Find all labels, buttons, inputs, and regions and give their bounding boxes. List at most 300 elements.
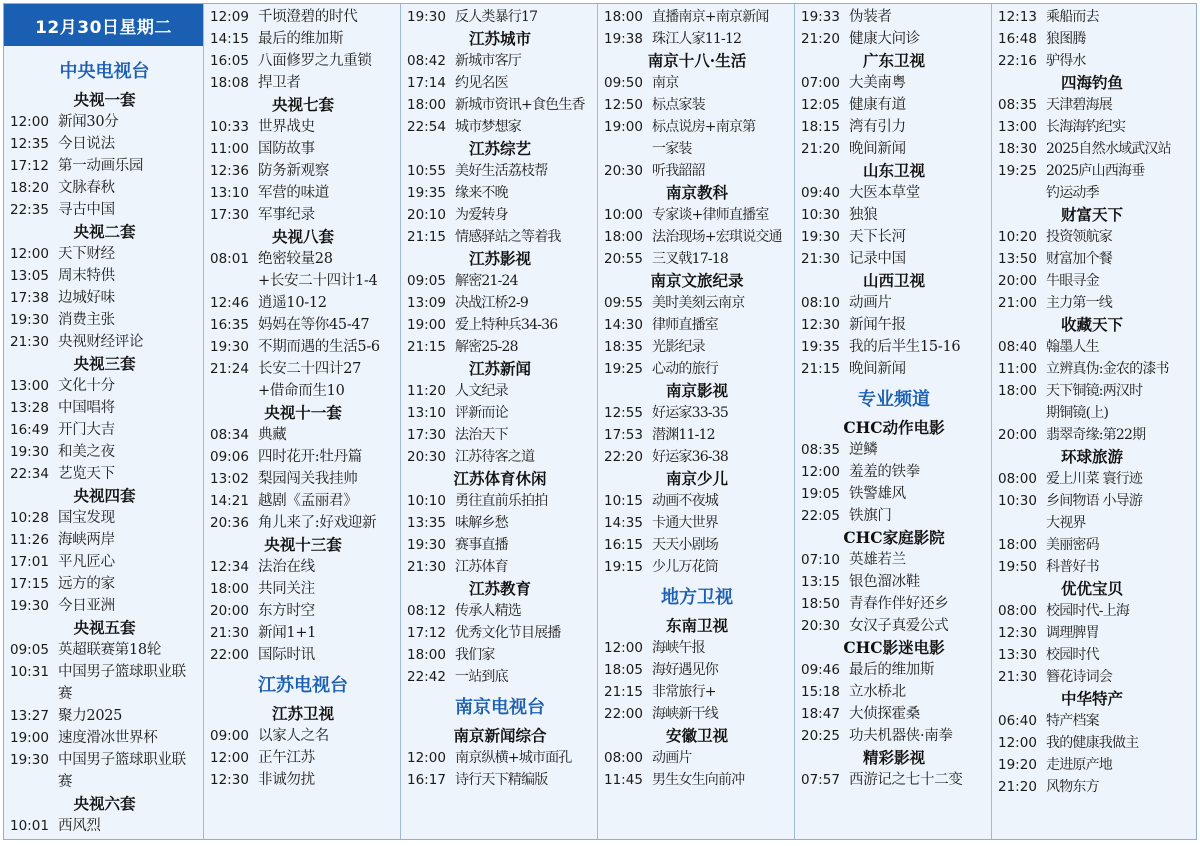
- program-time: 22:20: [604, 449, 643, 465]
- program-time: 17:01: [10, 554, 49, 570]
- program-time: 19:05: [801, 486, 840, 502]
- program-title: 银色溜冰鞋: [849, 574, 920, 590]
- program-time: 08:00: [998, 471, 1037, 487]
- program-row: [801, 292, 987, 314]
- program-title: 国宝发现: [58, 510, 115, 526]
- program-row: [604, 769, 790, 791]
- program-title: 妈妈在等你45-47: [258, 317, 370, 333]
- program-row: [998, 622, 1186, 644]
- program-title: 走进原产地: [1046, 757, 1112, 773]
- program-title: 优秀文化节目展播: [455, 625, 561, 641]
- program-title: 逆鳞: [849, 442, 878, 458]
- program-row: [10, 199, 199, 221]
- program-title: 法治现场+宏琪说交通: [652, 229, 782, 245]
- program-title: 铁警雄风: [849, 486, 906, 502]
- program-row: [604, 314, 790, 336]
- program-time: 11:45: [604, 772, 643, 788]
- program-title: 投资领航家: [1046, 229, 1112, 245]
- program-row: [801, 116, 987, 138]
- program-time: 21:15: [407, 229, 446, 245]
- program-row: [998, 116, 1186, 138]
- program-time: 12:00: [407, 750, 446, 766]
- program-time: 14:15: [210, 31, 249, 47]
- program-time: 10:15: [604, 493, 643, 509]
- channel-heading: 南京教科: [665, 183, 728, 202]
- program-title: 平凡匠心: [58, 554, 115, 570]
- program-time: 11:00: [998, 361, 1037, 377]
- program-time: [998, 512, 1046, 534]
- program-row: [604, 659, 790, 681]
- program-title: 非诚勿扰: [258, 772, 315, 788]
- program-time: 19:30: [10, 444, 49, 460]
- listing-column-4: [598, 4, 795, 839]
- program-title: 美丽密码: [1046, 537, 1099, 553]
- program-title: 捍卫者: [258, 75, 301, 91]
- program-title: 铁旗门: [849, 508, 892, 524]
- channel-heading: 南京文旅纪录: [650, 271, 744, 290]
- program-row: [210, 468, 396, 490]
- channel-heading: 中华特产: [1060, 689, 1123, 708]
- program-time: 11:20: [407, 383, 446, 399]
- program-time: 12:30: [210, 772, 249, 788]
- program-time: 20:30: [604, 163, 643, 179]
- program-title: 狼图腾: [1046, 31, 1086, 47]
- program-row: [210, 512, 396, 534]
- program-title: 直播南京+南京新闻: [652, 9, 769, 25]
- program-title: 美时美刻云南京: [652, 295, 745, 311]
- program-time: 12:00: [604, 640, 643, 656]
- program-time: 19:30: [10, 752, 49, 768]
- program-title: 南京: [652, 75, 679, 91]
- program-time: 13:00: [10, 378, 49, 394]
- program-row: [801, 593, 987, 615]
- program-row: [10, 331, 199, 353]
- program-row: [801, 483, 987, 505]
- program-title: 风物东方: [1046, 779, 1099, 795]
- program-title: 东方时空: [258, 603, 315, 619]
- program-title: 动画片: [849, 295, 892, 311]
- program-title: 中国男子篮球职业联赛: [58, 752, 186, 790]
- channel-heading: 央视二套: [73, 222, 136, 241]
- program-time: 19:00: [10, 730, 49, 746]
- program-time: 19:33: [801, 9, 840, 25]
- program-title: 聚力2025: [58, 708, 123, 724]
- program-title: 新城市资讯+食色生香: [455, 97, 585, 113]
- program-time: 20:30: [407, 449, 446, 465]
- program-title: 反人类暴行17: [455, 9, 538, 25]
- program-row: [10, 749, 199, 793]
- program-row: [604, 116, 790, 138]
- program-row: [10, 177, 199, 199]
- program-time: 06:40: [998, 713, 1037, 729]
- program-row: [210, 160, 396, 182]
- program-title: 和美之夜: [58, 444, 115, 460]
- program-time: 18:50: [801, 596, 840, 612]
- program-row: [604, 490, 790, 512]
- program-row: [604, 402, 790, 424]
- program-title: 西游记之七十二变: [849, 772, 963, 788]
- channel-heading: 江苏城市: [468, 29, 531, 48]
- program-time: 12:00: [10, 114, 49, 130]
- listing-column-1: [4, 4, 204, 839]
- program-title: 以家人之名: [258, 728, 329, 744]
- program-time: 10:20: [998, 229, 1037, 245]
- program-title: 诗行天下精编版: [455, 772, 548, 788]
- channel-heading: 收藏天下: [1060, 315, 1123, 334]
- program-title: 海好遇见你: [652, 662, 718, 678]
- program-title: 防务新观察: [258, 163, 329, 179]
- channel-heading: 环球旅游: [1060, 447, 1123, 466]
- program-time: 18:05: [604, 662, 643, 678]
- program-row: [407, 94, 593, 116]
- program-time: 19:25: [604, 361, 643, 377]
- program-time: 19:00: [407, 317, 446, 333]
- program-time: 21:15: [604, 684, 643, 700]
- program-title: 少儿万花筒: [652, 559, 718, 575]
- program-row: [801, 226, 987, 248]
- program-time: 08:40: [998, 339, 1037, 355]
- program-title: 中国男子篮球职业联赛: [58, 664, 186, 702]
- program-time: 19:35: [801, 339, 840, 355]
- program-title: 开门大吉: [58, 422, 115, 438]
- program-row: [998, 292, 1186, 314]
- program-time: 13:35: [407, 515, 446, 531]
- program-time: 19:30: [210, 339, 249, 355]
- channel-heading: 央视七套: [271, 95, 334, 114]
- program-row: [801, 358, 987, 380]
- program-time: 18:00: [998, 383, 1037, 399]
- program-row: [407, 600, 593, 622]
- program-row: [407, 446, 593, 468]
- station-heading: 专业频道: [858, 389, 930, 410]
- program-row: [998, 644, 1186, 666]
- program-row: [10, 705, 199, 727]
- program-time: 18:20: [10, 180, 49, 196]
- program-continuation: [998, 402, 1186, 424]
- channel-heading: 央视一套: [73, 90, 136, 109]
- program-time: 22:00: [210, 647, 249, 663]
- channel-heading: 精彩影视: [862, 748, 925, 767]
- program-title: 湾有引力: [849, 119, 906, 135]
- program-row: [10, 155, 199, 177]
- program-title: 律师直播室: [652, 317, 718, 333]
- program-time: 10:33: [210, 119, 249, 135]
- channel-heading: CHC动作电影: [843, 418, 945, 437]
- program-title: 伪装者: [849, 9, 892, 25]
- program-time: 19:30: [801, 229, 840, 245]
- program-row: [210, 747, 396, 769]
- channel-heading: 广东卫视: [862, 51, 925, 70]
- program-time: 09:40: [801, 185, 840, 201]
- program-row: [10, 397, 199, 419]
- program-title: 健康大问诊: [849, 31, 920, 47]
- program-title: 2025庐山西海垂: [1046, 163, 1145, 179]
- program-row: [801, 72, 987, 94]
- program-time: [210, 270, 258, 292]
- program-title: 海峡两岸: [58, 532, 115, 548]
- program-row: [210, 314, 396, 336]
- program-time: 17:30: [407, 427, 446, 443]
- program-row: [210, 292, 396, 314]
- program-title: 驴得水: [1046, 53, 1086, 69]
- program-time: 07:00: [801, 75, 840, 91]
- program-time: 16:48: [998, 31, 1037, 47]
- program-title: 簪花诗词会: [1046, 669, 1112, 685]
- program-row: [407, 6, 593, 28]
- program-time: 07:10: [801, 552, 840, 568]
- program-title: 功夫机器侠·南拳: [849, 728, 953, 744]
- program-title: 艺览天下: [58, 466, 115, 482]
- program-title: 乘船而去: [1046, 9, 1099, 25]
- program-title: 非常旅行+: [652, 684, 716, 700]
- program-row: [998, 138, 1186, 160]
- program-time: 19:35: [407, 185, 446, 201]
- channel-heading: 山东卫视: [862, 161, 925, 180]
- program-row: [604, 512, 790, 534]
- program-time: 14:21: [210, 493, 249, 509]
- program-time: 20:00: [998, 427, 1037, 443]
- channel-heading: 山西卫视: [862, 271, 925, 290]
- program-row: [407, 72, 593, 94]
- program-row: [998, 600, 1186, 622]
- program-row: [801, 94, 987, 116]
- channel-heading: 央视十一套: [264, 403, 342, 422]
- program-title: 钓运动季: [1046, 185, 1099, 201]
- channel-heading: 江苏教育: [468, 579, 531, 598]
- program-row: [210, 446, 396, 468]
- program-title: 羞羞的铁拳: [849, 464, 920, 480]
- program-title: 新闻30分: [58, 114, 119, 130]
- program-time: 09:06: [210, 449, 249, 465]
- program-time: 12:00: [210, 750, 249, 766]
- program-title: 传承人精选: [455, 603, 521, 619]
- program-time: 15:18: [801, 684, 840, 700]
- program-time: 13:28: [10, 400, 49, 416]
- program-row: [801, 182, 987, 204]
- program-title: 绝密较量28: [258, 251, 333, 267]
- program-time: 22:00: [604, 706, 643, 722]
- program-time: 13:15: [801, 574, 840, 590]
- program-row: [604, 292, 790, 314]
- program-row: [407, 769, 593, 791]
- program-row: [998, 160, 1186, 182]
- program-time: 19:30: [407, 9, 446, 25]
- program-time: 09:55: [604, 295, 643, 311]
- program-row: [10, 595, 199, 617]
- program-title: 爱上川菜 寰行迹: [1046, 471, 1143, 487]
- listing-column-2: [204, 4, 401, 839]
- program-row: [998, 754, 1186, 776]
- program-title: 特产档案: [1046, 713, 1099, 729]
- program-title: 国防故事: [258, 141, 315, 157]
- program-time: 08:01: [210, 251, 249, 267]
- program-time: 17:38: [10, 290, 49, 306]
- channel-heading: 江苏综艺: [468, 139, 531, 158]
- channel-heading: 江苏卫视: [271, 704, 334, 723]
- program-title: 文脉春秋: [58, 180, 115, 196]
- program-row: [210, 72, 396, 94]
- program-row: [604, 556, 790, 578]
- channel-heading: 优优宝贝: [1060, 579, 1123, 598]
- program-row: [10, 133, 199, 155]
- program-row: [998, 776, 1186, 798]
- program-row: [10, 815, 199, 837]
- program-title: 天下长河: [849, 229, 906, 245]
- program-title: 消费主张: [58, 312, 115, 328]
- program-title: 世界战史: [258, 119, 315, 135]
- program-row: [998, 50, 1186, 72]
- listing-column-6: [992, 4, 1190, 839]
- program-time: 18:35: [604, 339, 643, 355]
- channel-heading: 江苏新闻: [468, 359, 531, 378]
- program-row: [604, 336, 790, 358]
- program-row: [998, 468, 1186, 490]
- program-title: 决战江桥2-9: [455, 295, 528, 311]
- channel-heading: 南京十八·生活: [647, 51, 747, 70]
- program-row: [801, 505, 987, 527]
- program-row: [210, 600, 396, 622]
- program-title: 远方的家: [58, 576, 115, 592]
- program-row: [10, 441, 199, 463]
- program-title: 中国唱将: [58, 400, 115, 416]
- program-row: [998, 732, 1186, 754]
- program-row: [407, 747, 593, 769]
- program-title: 标点说房+南京第: [652, 119, 756, 135]
- program-time: 21:30: [998, 669, 1037, 685]
- program-time: 08:10: [801, 295, 840, 311]
- program-row: [210, 644, 396, 666]
- program-row: [604, 94, 790, 116]
- program-title: 长安二十四计27: [258, 361, 362, 377]
- program-title: 调理脾胃: [1046, 625, 1099, 641]
- program-title: 人文纪录: [455, 383, 508, 399]
- program-row: [998, 6, 1186, 28]
- program-time: 17:53: [604, 427, 643, 443]
- program-title: 新闻午报: [849, 317, 906, 333]
- program-continuation: [998, 182, 1186, 204]
- program-time: 21:20: [801, 141, 840, 157]
- program-time: 10:01: [10, 818, 49, 834]
- program-title: 动画片: [652, 750, 692, 766]
- program-row: [801, 336, 987, 358]
- program-row: [801, 681, 987, 703]
- program-title: 大美南粤: [849, 75, 906, 91]
- program-time: 13:30: [998, 647, 1037, 663]
- program-title: 国际时讯: [258, 647, 315, 663]
- program-time: 19:50: [998, 559, 1037, 575]
- program-time: 19:25: [998, 163, 1037, 179]
- channel-heading: 央视六套: [73, 794, 136, 813]
- program-time: 10:30: [801, 207, 840, 223]
- program-time: 08:35: [998, 97, 1037, 113]
- program-title: 最后的维加斯: [258, 31, 344, 47]
- program-time: 10:28: [10, 510, 49, 526]
- program-title: 大视界: [1046, 515, 1086, 531]
- program-title: 天津碧海展: [1046, 97, 1112, 113]
- program-row: [10, 529, 199, 551]
- program-title: 翡翠奇缘:第22期: [1046, 427, 1146, 443]
- program-row: [604, 424, 790, 446]
- program-time: 12:34: [210, 559, 249, 575]
- program-title: 四时花开:牡丹篇: [258, 449, 362, 465]
- program-row: [998, 226, 1186, 248]
- channel-heading: 四海钓鱼: [1060, 73, 1123, 92]
- program-time: 18:00: [998, 537, 1037, 553]
- program-time: 20:55: [604, 251, 643, 267]
- program-time: 12:36: [210, 163, 249, 179]
- program-title: 边城好味: [58, 290, 115, 306]
- program-time: 13:10: [407, 405, 446, 421]
- program-title: 味解乡愁: [455, 515, 508, 531]
- program-row: [604, 28, 790, 50]
- listing-column-3: [401, 4, 598, 839]
- program-row: [801, 248, 987, 270]
- program-time: 17:12: [407, 625, 446, 641]
- channel-heading: 江苏体育休闲: [453, 469, 547, 488]
- program-title: 梨园闯关我挂帅: [258, 471, 358, 487]
- program-row: [210, 138, 396, 160]
- program-title: 今日亚洲: [58, 598, 115, 614]
- program-continuation: [604, 138, 790, 160]
- program-time: 10:31: [10, 664, 49, 680]
- program-time: 09:05: [10, 642, 49, 658]
- program-title: 我的健康我做主: [1046, 735, 1139, 751]
- program-title: 文化十分: [58, 378, 115, 394]
- program-title: 为爱转身: [455, 207, 508, 223]
- program-row: [407, 292, 593, 314]
- program-row: [407, 226, 593, 248]
- program-row: [604, 226, 790, 248]
- program-row: [210, 424, 396, 446]
- program-time: 18:15: [801, 119, 840, 135]
- program-row: [10, 639, 199, 661]
- program-title: 南京纵横+城市面孔: [455, 750, 572, 766]
- program-title: 八面修罗之九重锁: [258, 53, 372, 69]
- program-row: [801, 28, 987, 50]
- program-time: 12:35: [10, 136, 49, 152]
- program-time: 11:00: [210, 141, 249, 157]
- program-row: [407, 50, 593, 72]
- program-title: 男生女生向前冲: [652, 772, 745, 788]
- program-title: 标点家装: [652, 97, 705, 113]
- program-time: 21:15: [407, 339, 446, 355]
- channel-heading: 江苏影视: [468, 249, 531, 268]
- program-row: [998, 490, 1186, 512]
- program-continuation: [998, 512, 1186, 534]
- channel-heading: 央视八套: [271, 227, 334, 246]
- program-row: [407, 402, 593, 424]
- program-title: 天下财经: [58, 246, 115, 262]
- program-title: 立水桥北: [849, 684, 906, 700]
- program-time: 08:00: [998, 603, 1037, 619]
- program-time: 19:20: [998, 757, 1037, 773]
- program-title: 情感驿站之等着我: [455, 229, 561, 245]
- program-time: 22:54: [407, 119, 446, 135]
- program-time: 22:42: [407, 669, 446, 685]
- channel-heading: 央视三套: [73, 354, 136, 373]
- program-row: [210, 578, 396, 600]
- program-title: 晚间新闻: [849, 361, 906, 377]
- program-time: 13:09: [407, 295, 446, 311]
- program-title: 法治在线: [258, 559, 315, 575]
- tv-listings-page: [3, 3, 1197, 840]
- program-title: 央视财经评论: [58, 334, 144, 350]
- program-time: 12:00: [801, 464, 840, 480]
- program-time: [998, 182, 1046, 204]
- program-time: 20:25: [801, 728, 840, 744]
- channel-heading: CHC家庭影院: [843, 528, 945, 547]
- program-time: 09:05: [407, 273, 446, 289]
